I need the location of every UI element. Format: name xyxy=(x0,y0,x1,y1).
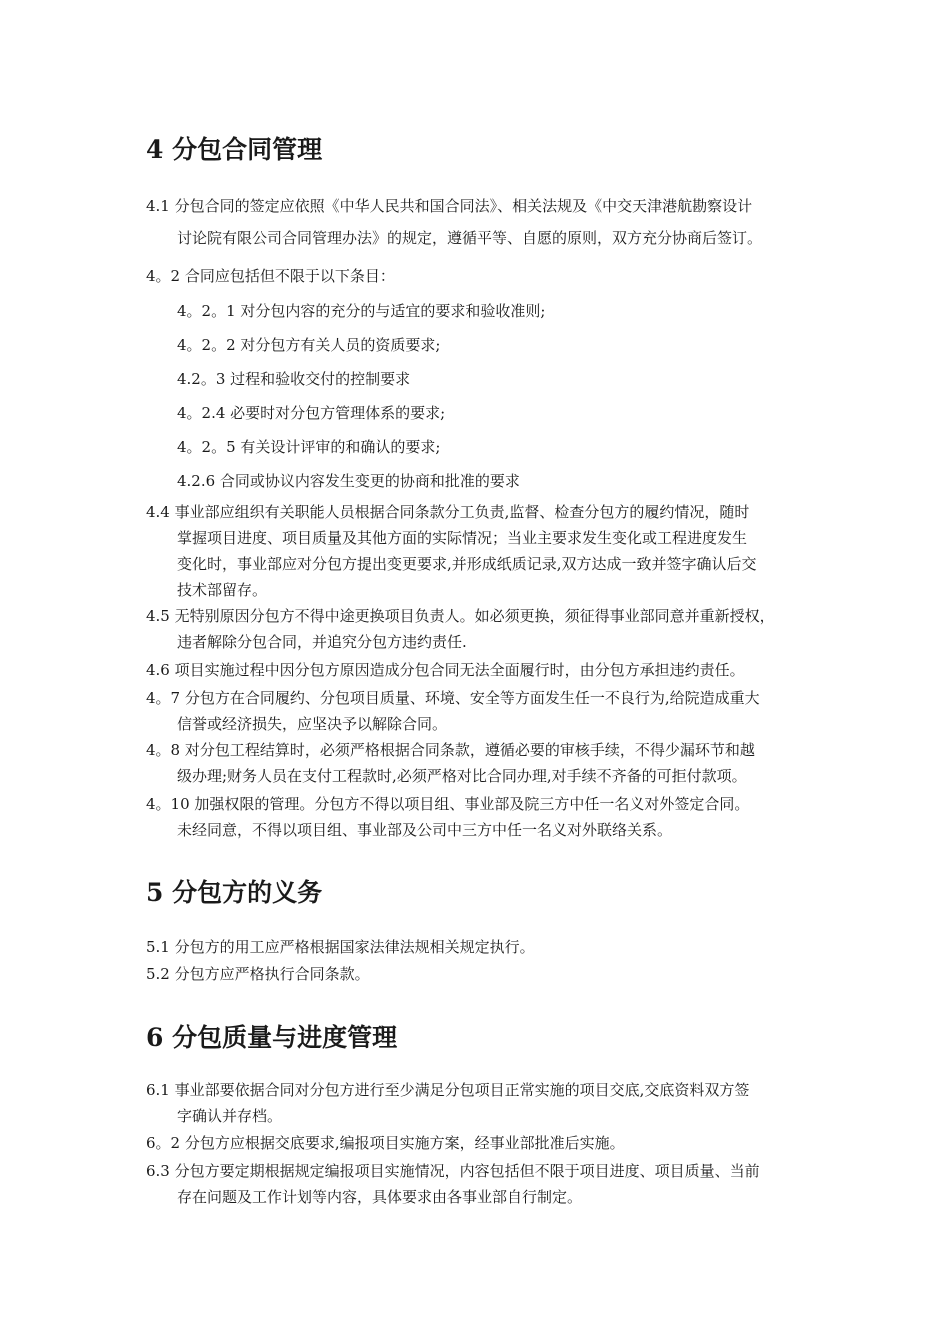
line: 4.5 无特别原因分包方不得中途更换项目负责人。如必须更换，须征得事业部同意并重新授权， xyxy=(146,607,775,625)
line: 4.4 事业部应组织有关职能人员根据合同条款分工负责,监督、检查分包方的履约情况，随时 xyxy=(146,503,750,521)
paragraph-4-7 xyxy=(146,685,760,737)
paragraph-4-8 xyxy=(146,737,755,789)
line: 掌握项目进度、项目质量及其他方面的实际情况；当业主要求发生变化或工程进度发生 xyxy=(177,529,748,547)
paragraph-6-2: 6。2 分包方应根据交底要求,编报项目实施方案，经事业部批准后实施。 xyxy=(146,1134,625,1152)
line: 技术部留存。 xyxy=(177,581,268,599)
line: 4。7 分包方在合同履约、分包项目质量、环境、安全等方面发生任一不良行为,给院造成重大 xyxy=(146,689,760,707)
section-heading: 6 分包质量与进度管理 xyxy=(146,1023,398,1052)
line: 4。8 对分包工程结算时，必须严格根据合同条款，遵循必要的审核手续，不得少漏环节和越 xyxy=(146,741,755,759)
paragraph-4-2-5: 4。2。5 有关设计评审的和确认的要求; xyxy=(177,438,441,456)
line: 4.1 分包合同的签定应依照《中华人民共和国合同法》、相关法规及《中交天津港航勘察设计 xyxy=(146,197,753,215)
paragraph-5-1: 5.1 分包方的用工应严格根据国家法律法规相关规定执行。 xyxy=(146,938,535,956)
paragraph-6-3 xyxy=(146,1158,760,1210)
paragraph-4-6: 4.6 项目实施过程中因分包方原因造成分包合同无法全面履行时，由分包方承担违约责任。 xyxy=(146,661,745,679)
line: 信誉或经济损失，应坚决予以解除合同。 xyxy=(177,715,448,733)
paragraph-4-10 xyxy=(146,791,749,843)
paragraph-4-2-1: 4。2。1 对分包内容的充分的与适宜的要求和验收准则; xyxy=(177,302,546,320)
line: 级办理;财务人员在支付工程款时,必须严格对比合同办理,对手续不齐备的可拒付款项。 xyxy=(177,767,747,785)
line: 字确认并存档。 xyxy=(177,1107,283,1125)
paragraph-5-2: 5.2 分包方应严格执行合同条款。 xyxy=(146,965,370,983)
line: 6.3 分包方要定期根据规定编报项目实施情况，内容包括但不限于项目进度、项目质量、当前 xyxy=(146,1162,760,1180)
paragraph-4-4 xyxy=(146,499,757,603)
line: 存在问题及工作计划等内容，具体要求由各事业部自行制定。 xyxy=(177,1188,583,1206)
line: 未经同意，不得以项目组、事业部及公司中三方中任一名义对外联络关系。 xyxy=(177,821,673,839)
line: 4。10 加强权限的管理。分包方不得以项目组、事业部及院三方中任一名义对外签定合同。 xyxy=(146,795,750,813)
line: 讨论院有限公司合同管理办法》的规定，遵循平等、自愿的原则，双方充分协商后签订。 xyxy=(177,229,763,247)
section-heading: 5 分包方的义务 xyxy=(146,878,323,907)
line: 变化时，事业部应对分包方提出变更要求,并形成纸质记录,双方达成一致并签字确认后交 xyxy=(177,555,757,573)
paragraph-4-2-6: 4.2.6 合同或协议内容发生变更的协商和批准的要求 xyxy=(177,472,520,490)
paragraph-6-1 xyxy=(146,1077,749,1129)
paragraph-4-1 xyxy=(146,193,762,251)
paragraph-4-2-4: 4。2.4 必要时对分包方管理体系的要求; xyxy=(177,404,446,422)
section-heading: 4 分包合同管理 xyxy=(146,135,323,164)
paragraph-4-2-3: 4.2。3 过程和验收交付的控制要求 xyxy=(177,370,411,388)
line: 6.1 事业部要依据合同对分包方进行至少满足分包项目正常实施的项目交底,交底资料双方签 xyxy=(146,1081,750,1099)
paragraph-4-5 xyxy=(146,603,775,655)
paragraph-4-2: 4。2 合同应包括但不限于以下条目： xyxy=(146,267,395,285)
line: 违者解除分包合同，并追究分包方违约责任. xyxy=(177,633,467,651)
paragraph-4-2-2: 4。2。2 对分包方有关人员的资质要求; xyxy=(177,336,441,354)
